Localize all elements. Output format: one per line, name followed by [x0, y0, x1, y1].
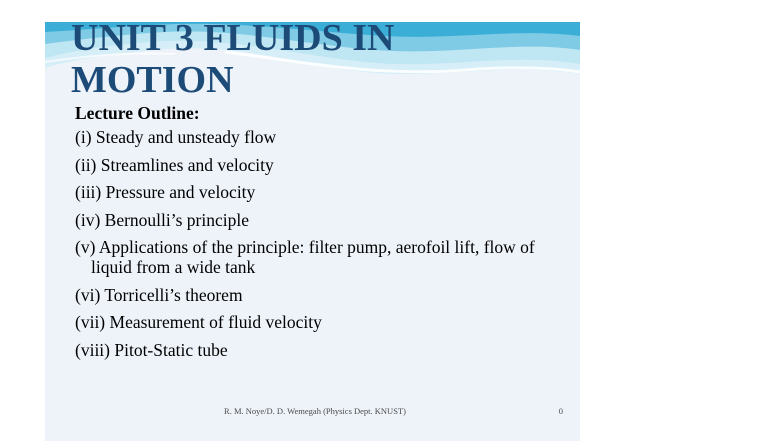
- outline-heading: Lecture Outline:: [75, 103, 200, 123]
- lecture-outline: [75, 100, 575, 360]
- outline-item: (vii) Measurement of fluid velocity: [75, 312, 322, 332]
- title-line-1: UNIT 3 FLUIDS IN: [71, 22, 395, 59]
- outline-item: (viii) Pitot-Static tube: [75, 339, 228, 360]
- outline-item: (vi) Torricelli’s theorem: [75, 284, 243, 305]
- slide-title: [71, 22, 571, 101]
- slide-number: 0: [558, 406, 563, 416]
- outline-item: (iii) Pressure and velocity: [75, 182, 256, 202]
- slide: [45, 22, 580, 441]
- slide-footer: R. M. Noye/D. D. Wemegah (Physics Dept. KNUST): [224, 406, 406, 416]
- title-line-2: MOTION: [71, 59, 234, 101]
- outline-item: (ii) Streamlines and velocity: [75, 154, 274, 175]
- outline-item: (iv) Bernoulli’s principle: [75, 209, 249, 230]
- outline-list: [75, 127, 575, 360]
- outline-item: (v) Applications of the principle: filter pump, aerofoil lift, flow of liquid from a wide tank: [75, 237, 535, 277]
- outline-item: (i) Steady and unsteady flow: [75, 127, 277, 147]
